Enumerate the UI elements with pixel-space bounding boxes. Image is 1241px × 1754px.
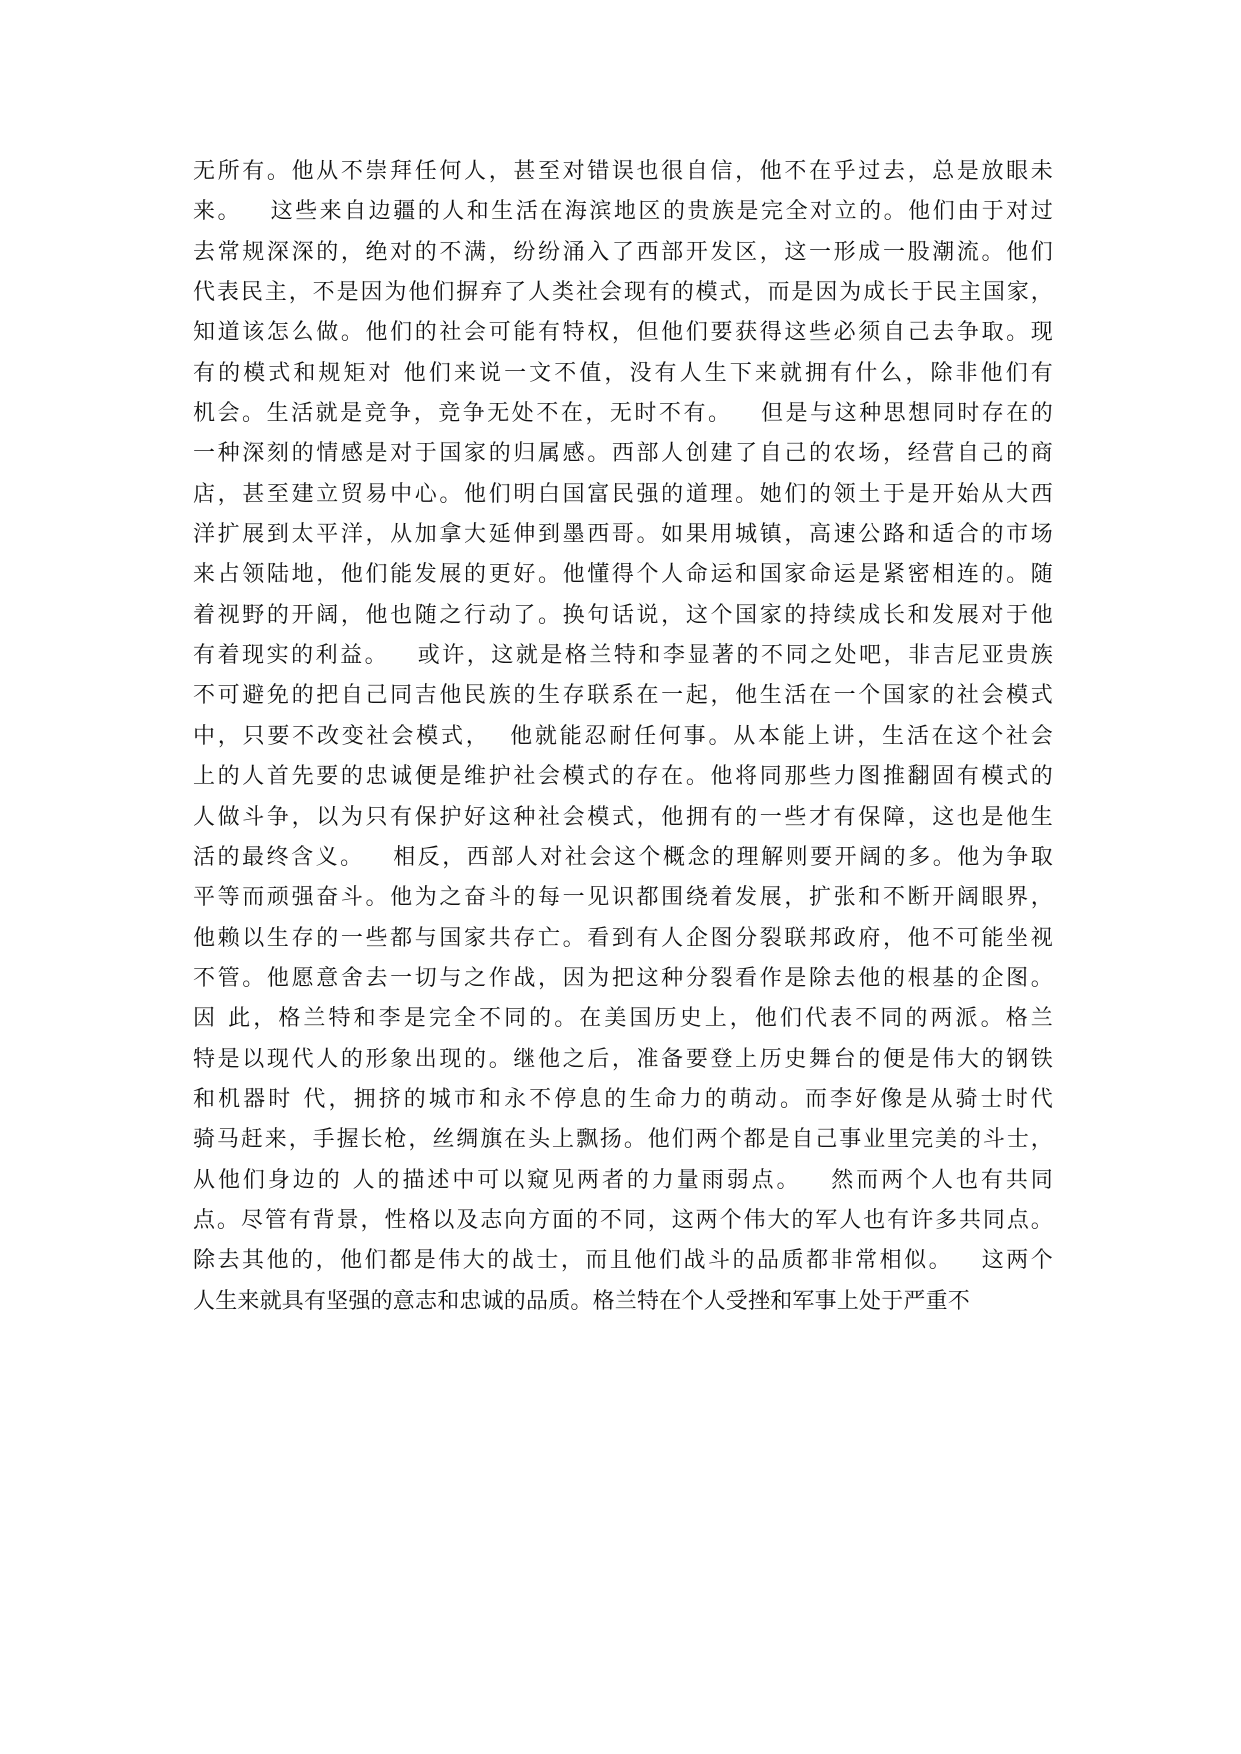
text-line: 代表民主，不是因为他们摒弃了人类社会现有的模式，而是因为成长于民主国家， [193,280,1053,306]
text-line: 去常规深深的，绝对的不满，纷纷涌入了西部开发区，这一形成一股潮流。他们 [193,239,1053,265]
text-line: 着视野的开阔，他也随之行动了。换句话说，这个国家的持续成长和发展对于他 [193,602,1053,628]
text-line: 有着现实的利益。 或许，这就是格兰特和李显著的不同之处吧，非吉尼亚贵族 [193,643,1053,669]
text-line: 来。 这些来自边疆的人和生活在海滨地区的贵族是完全对立的。他们由于对过 [193,199,1053,225]
text-line: 来占领陆地，他们能发展的更好。他懂得个人命运和国家命运是紧密相连的。随 [193,562,1053,588]
text-line: 一种深刻的情感是对于国家的归属感。西部人创建了自己的农场，经营自己的商 [193,441,1053,467]
text-line: 人生来就具有坚强的意志和忠诚的品质。格兰特在个人受挫和军事上处于严重不 [193,1288,971,1314]
text-line: 知道该怎么做。他们的社会可能有特权，但他们要获得这些必须自己去争取。现 [193,320,1053,346]
text-line: 因 此，格兰特和李是完全不同的。在美国历史上，他们代表不同的两派。格兰 [193,1006,1053,1032]
text-line: 店，甚至建立贸易中心。他们明白国富民强的道理。她们的领土于是开始从大西 [193,481,1053,507]
text-line: 和机器时 代，拥挤的城市和永不停息的生命力的萌动。而李好像是从骑士时代 [193,1086,1053,1112]
text-line: 有的模式和规矩对 他们来说一文不值，没有人生下来就拥有什么，除非他们有 [193,360,1053,386]
text-line: 平等而顽强奋斗。他为之奋斗的每一见识都围绕着发展，扩张和不断开阔眼界， [193,885,1053,911]
text-line: 人做斗争，以为只有保护好这种社会模式，他拥有的一些才有保障，这也是他生 [193,804,1053,830]
text-line: 除去其他的，他们都是伟大的战士，而且他们战斗的品质都非常相似。 这两个 [193,1248,1053,1274]
text-line: 活的最终含义。 相反，西部人对社会这个概念的理解则要开阔的多。他为争取 [193,844,1053,870]
text-line: 从他们身边的 人的描述中可以窥见两者的力量雨弱点。 然而两个人也有共同 [193,1167,1053,1193]
text-line: 不可避免的把自己同吉他民族的生存联系在一起，他生活在一个国家的社会模式 [193,683,1053,709]
text-line: 无所有。他从不崇拜任何人，甚至对错误也很自信，他不在乎过去，总是放眼未 [193,159,1053,184]
text-line: 中，只要不改变社会模式， 他就能忍耐任何事。从本能上讲，生活在这个社会 [193,723,1053,749]
text-line: 点。尽管有背景，性格以及志向方面的不同，这两个伟大的军人也有许多共同点。 [193,1207,1053,1233]
body-text [193,152,1053,1322]
text-line: 特是以现代人的形象出现的。继他之后，准备要登上历史舞台的便是伟大的钢铁 [193,1046,1053,1072]
text-line: 他赖以生存的一些都与国家共存亡。看到有人企图分裂联邦政府，他不可能坐视 [193,925,1053,951]
text-line: 不管。他愿意舍去一切与之作战，因为把这种分裂看作是除去他的根基的企图。 [193,965,1053,991]
text-line: 骑马赶来，手握长枪，丝绸旗在头上飘扬。他们两个都是自己事业里完美的斗士， [193,1127,1053,1153]
text-line: 上的人首先要的忠诚便是维护社会模式的存在。他将同那些力图推翻固有模式的 [193,764,1053,790]
text-line: 洋扩展到太平洋，从加拿大延伸到墨西哥。如果用城镇，高速公路和适合的市场 [193,522,1053,548]
text-line: 机会。生活就是竞争，竞争无处不在，无时不有。 但是与这种思想同时存在的 [193,401,1053,427]
